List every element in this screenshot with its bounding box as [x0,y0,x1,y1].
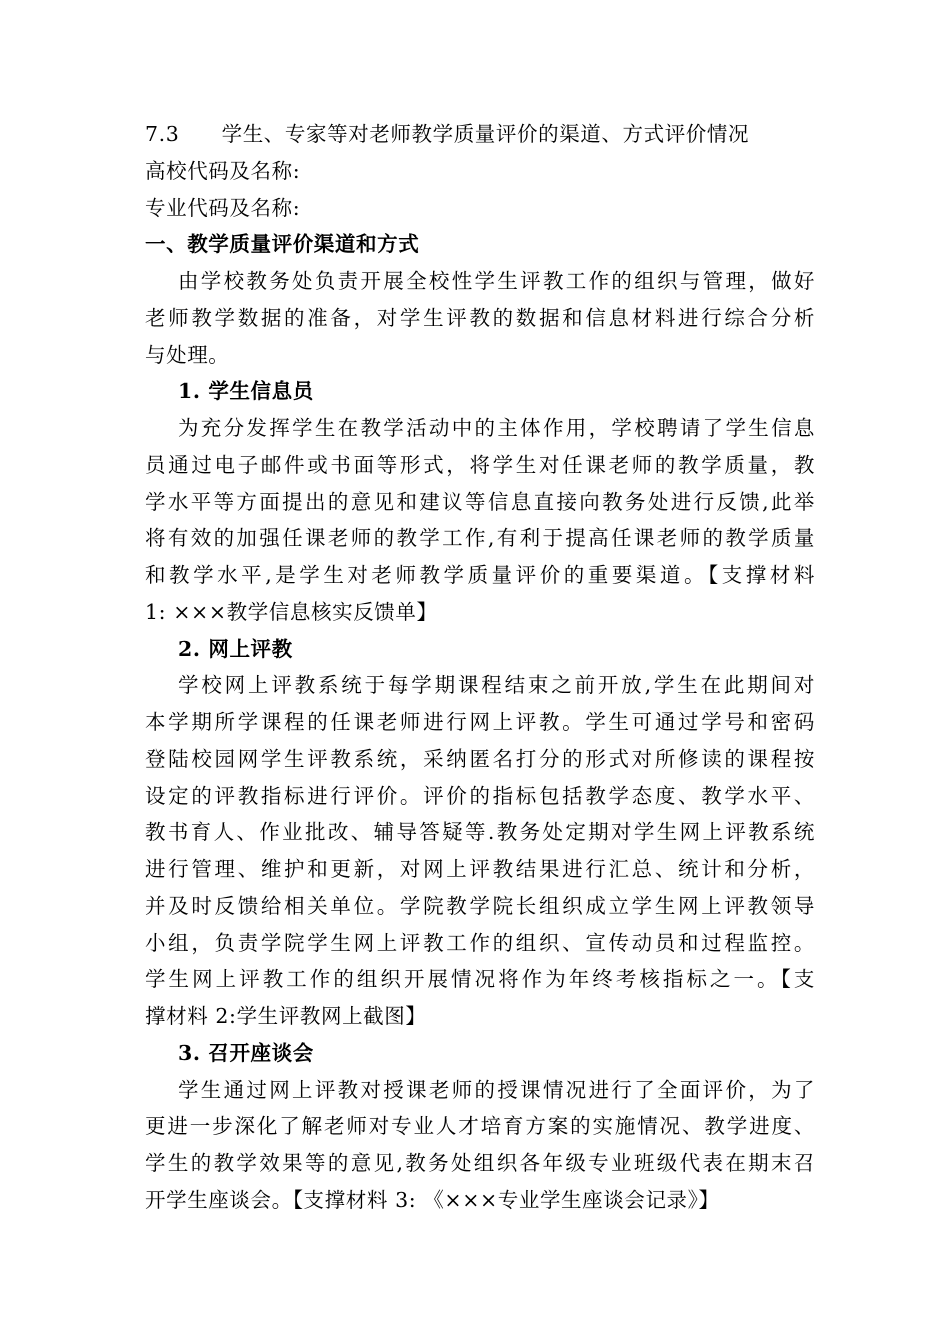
item2-line: 学生网上评教工作的组织开展情况将作为年终考核指标之一。【支 [145,967,815,991]
item2-line: 进行管理、维护和更新，对网上评教结果进行汇总、统计和分析， [145,857,815,881]
item1-line: 1: ×××教学信息核实反馈单】 [145,600,438,624]
item2-line: 本学期所学课程的任课老师进行网上评教。学生可通过学号和密码 [145,710,815,734]
item2-line: 并及时反馈给相关单位。学院教学院长组织成立学生网上评教领导 [145,894,815,918]
section-heading: 7.3 学生、专家等对老师教学质量评价的渠道、方式评价情况 [145,122,750,146]
item2-line: 学校网上评教系统于每学期课程结束之前开放,学生在此期间对 [178,673,815,697]
major-code-label: 专业代码及名称: [145,196,301,220]
item3-line: 学生的教学效果等的意见,教务处组织各年级专业班级代表在期末召 [145,1151,815,1175]
item3-heading: 3. 召开座谈会 [178,1041,314,1065]
intro-line: 由学校教务处负责开展全校性学生评教工作的组织与管理，做好 [178,269,815,293]
item1-heading: 1. 学生信息员 [178,379,314,403]
item1-line: 学水平等方面提出的意见和建议等信息直接向教务处进行反馈,此举 [145,490,815,514]
part1-heading: 一、教学质量评价渠道和方式 [145,232,420,256]
item3-line: 学生通过网上评教对授课老师的授课情况进行了全面评价，为了 [178,1078,815,1102]
item1-line: 员通过电子邮件或书面等形式，将学生对任课老师的教学质量，教 [145,453,815,477]
item2-line: 登陆校园网学生评教系统，采纳匿名打分的形式对所修读的课程按 [145,747,815,771]
school-code-label: 高校代码及名称: [145,159,301,183]
intro-line: 老师教学数据的准备，对学生评教的数据和信息材料进行综合分析 [145,306,815,330]
item1-line: 和教学水平,是学生对老师教学质量评价的重要渠道。【支撑材料 [145,563,815,587]
item2-line: 小组，负责学院学生网上评教工作的组织、宣传动员和过程监控。 [145,931,815,955]
item3-line: 更进一步深化了解老师对专业人才培育方案的实施情况、教学进度、 [145,1114,815,1138]
intro-line: 与处理。 [145,343,230,367]
item1-line: 将有效的加强任课老师的教学工作,有利于提高任课老师的教学质量 [145,526,815,550]
item3-line: 开学生座谈会。【支撑材料 3: 《×××专业学生座谈会记录》】 [145,1188,720,1212]
item2-line: 教书育人、作业批改、辅导答疑等.教务处定期对学生网上评教系统 [145,820,815,844]
item1-line: 为充分发挥学生在教学活动中的主体作用，学校聘请了学生信息 [178,416,815,440]
item2-heading: 2. 网上评教 [178,637,293,661]
item2-line: 设定的评教指标进行评价。评价的指标包括教学态度、教学水平、 [145,784,815,808]
item2-line: 撑材料 2:学生评教网上截图】 [145,1004,427,1028]
